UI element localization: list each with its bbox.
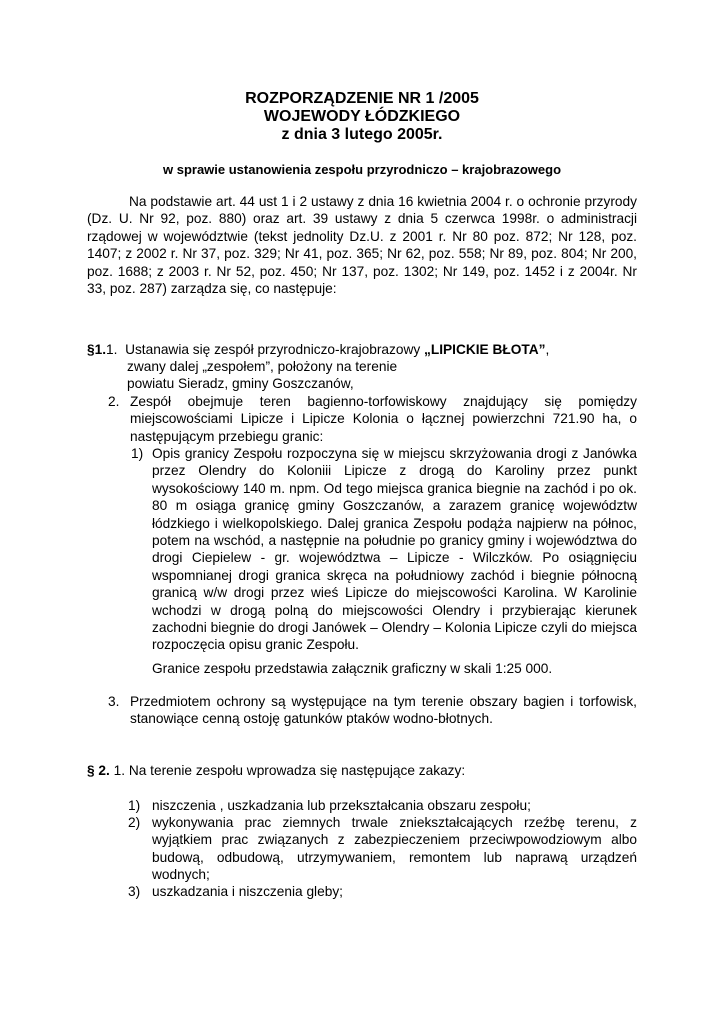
regulation-title: ROZPORZĄDZENIE NR 1 /2005 bbox=[245, 90, 479, 107]
section2-mark: § 2. bbox=[87, 763, 110, 778]
section1-point2-number: 2. bbox=[108, 394, 120, 409]
prohibition-2-number: 2) bbox=[128, 815, 141, 830]
section1-point1-continuation: zwany dalej „zespołem”, położony na terenie powiatu Sieradz, gminy Goszczanów, bbox=[127, 359, 398, 392]
complex-name: „LIPICKIE BŁOTA” bbox=[424, 342, 546, 357]
prohibition-3-number: 3) bbox=[128, 884, 141, 899]
section1-point1-text: Ustanawia się zespół przyrodniczo-krajobrazowy bbox=[125, 342, 421, 357]
section1-subpoint1-text: Opis granicy Zespołu rozpoczyna się w miejscu skrzyżowania drogi z Janówka przez Olendry do Koloniii Lipicze z drogą do Karoliny przez punkt wysokościowy 140 m. npm. Od tego miejsca granica biegnie na zachód i po ok. 80 m osiąga granicę gminy Goszczanów, a zarazem granicę województw łódzkiego i wielkopolskiego. Dalej granica Zespołu podąża najpierw na północ, potem na wschód, a następnie na południe po granicy gminy i województwa do drogi Ciepielew - gr. województwa – Lipicze - Wilczków. Po osiągnięciu wspomnianej drogi granica skręca na południowy zachód i biegnie północną granicą w/w drogi przez wieś Lipicze do miejscowości Karolina. W Karolinie wchodzi w drogą polną do miejscowości Olendry i przybierając kierunek zachodni biegnie do drogi Janówek – Olendry – Kolonia Lipicze czyli do miejsca rozpoczęcia opisu granic Zespołu. bbox=[152, 446, 637, 653]
prohibition-3-text: uszkadzania i niszczenia gleby; bbox=[152, 884, 343, 899]
section1-point1-number: 1. bbox=[106, 342, 118, 357]
prohibition-1-number: 1) bbox=[128, 798, 141, 813]
section2-intro-line bbox=[87, 762, 607, 779]
section1-point3-number: 3. bbox=[108, 694, 120, 709]
date-title: z dnia 3 lutego 2005r. bbox=[281, 126, 443, 143]
prohibition-1-text: niszczenia , uszkadzania lub przekształcania obszaru zespołu; bbox=[152, 798, 531, 813]
section2-intro-text: 1. Na terenie zespołu wprowadza się następujące zakazy: bbox=[113, 763, 466, 778]
section1-point1-comma: , bbox=[545, 342, 550, 357]
intro-paragraph: Na podstawie art. 44 ust 1 i 2 ustawy z dnia 16 kwietnia 2004 r. o ochronie przyrody (Dz. U. Nr 92, poz. 880) oraz art. 39 ustawy z dnia 5 czerwca 1998r. o administracji rządowej w województwie (tekst jednolity Dz.U. z 2001 r. Nr 80 poz. 872; Nr 128, poz. 1407; z 2002 r. Nr 37, poz. 329; Nr 41, poz. 365; Nr 62, poz. 558; Nr 89, poz. 804; Nr 200, poz. 1688; z 2003 r. Nr 52, poz. 450; Nr 137, poz. 1302; Nr 149, poz. 1452 i z 2004r. Nr 33, poz. 287) zarządza się, co następuje: bbox=[87, 194, 637, 297]
section1-point1-line bbox=[87, 341, 607, 358]
section1-subpoint1-number: 1) bbox=[131, 446, 144, 461]
subject-line: w sprawie ustanowienia zespołu przyrodniczo – krajobrazowego bbox=[162, 162, 562, 177]
map-attachment-note: Granice zespołu przedstawia załącznik graficzny w skali 1:25 000. bbox=[152, 661, 553, 676]
section1-point2-text: Zespół obejmuje teren bagienno-torfowiskowy znajdujący się pomiędzy miejscowościami Lipicze i Lipicze Kolonia o łącznej powierzchni 721.90 ha, o następującym przebiegu granic: bbox=[130, 394, 637, 444]
section1-mark: §1. bbox=[87, 342, 107, 357]
section1-point3-text: Przedmiotem ochrony są występujące na tym terenie obszary bagien i torfowisk, stanowiące cenną ostoję gatunków ptaków wodno-błotnych. bbox=[130, 694, 637, 727]
prohibition-2-text: wykonywania prac ziemnych trwale zniekształcających rzeźbę terenu, z wyjątkiem prac związanych z zabezpieczeniem przeciwpowodziowym albo budową, odbudową, utrzymywaniem, remontem lub naprawą urządzeń wodnych; bbox=[152, 815, 637, 883]
issuer-title: WOJEWODY ŁÓDZKIEGO bbox=[263, 108, 461, 125]
